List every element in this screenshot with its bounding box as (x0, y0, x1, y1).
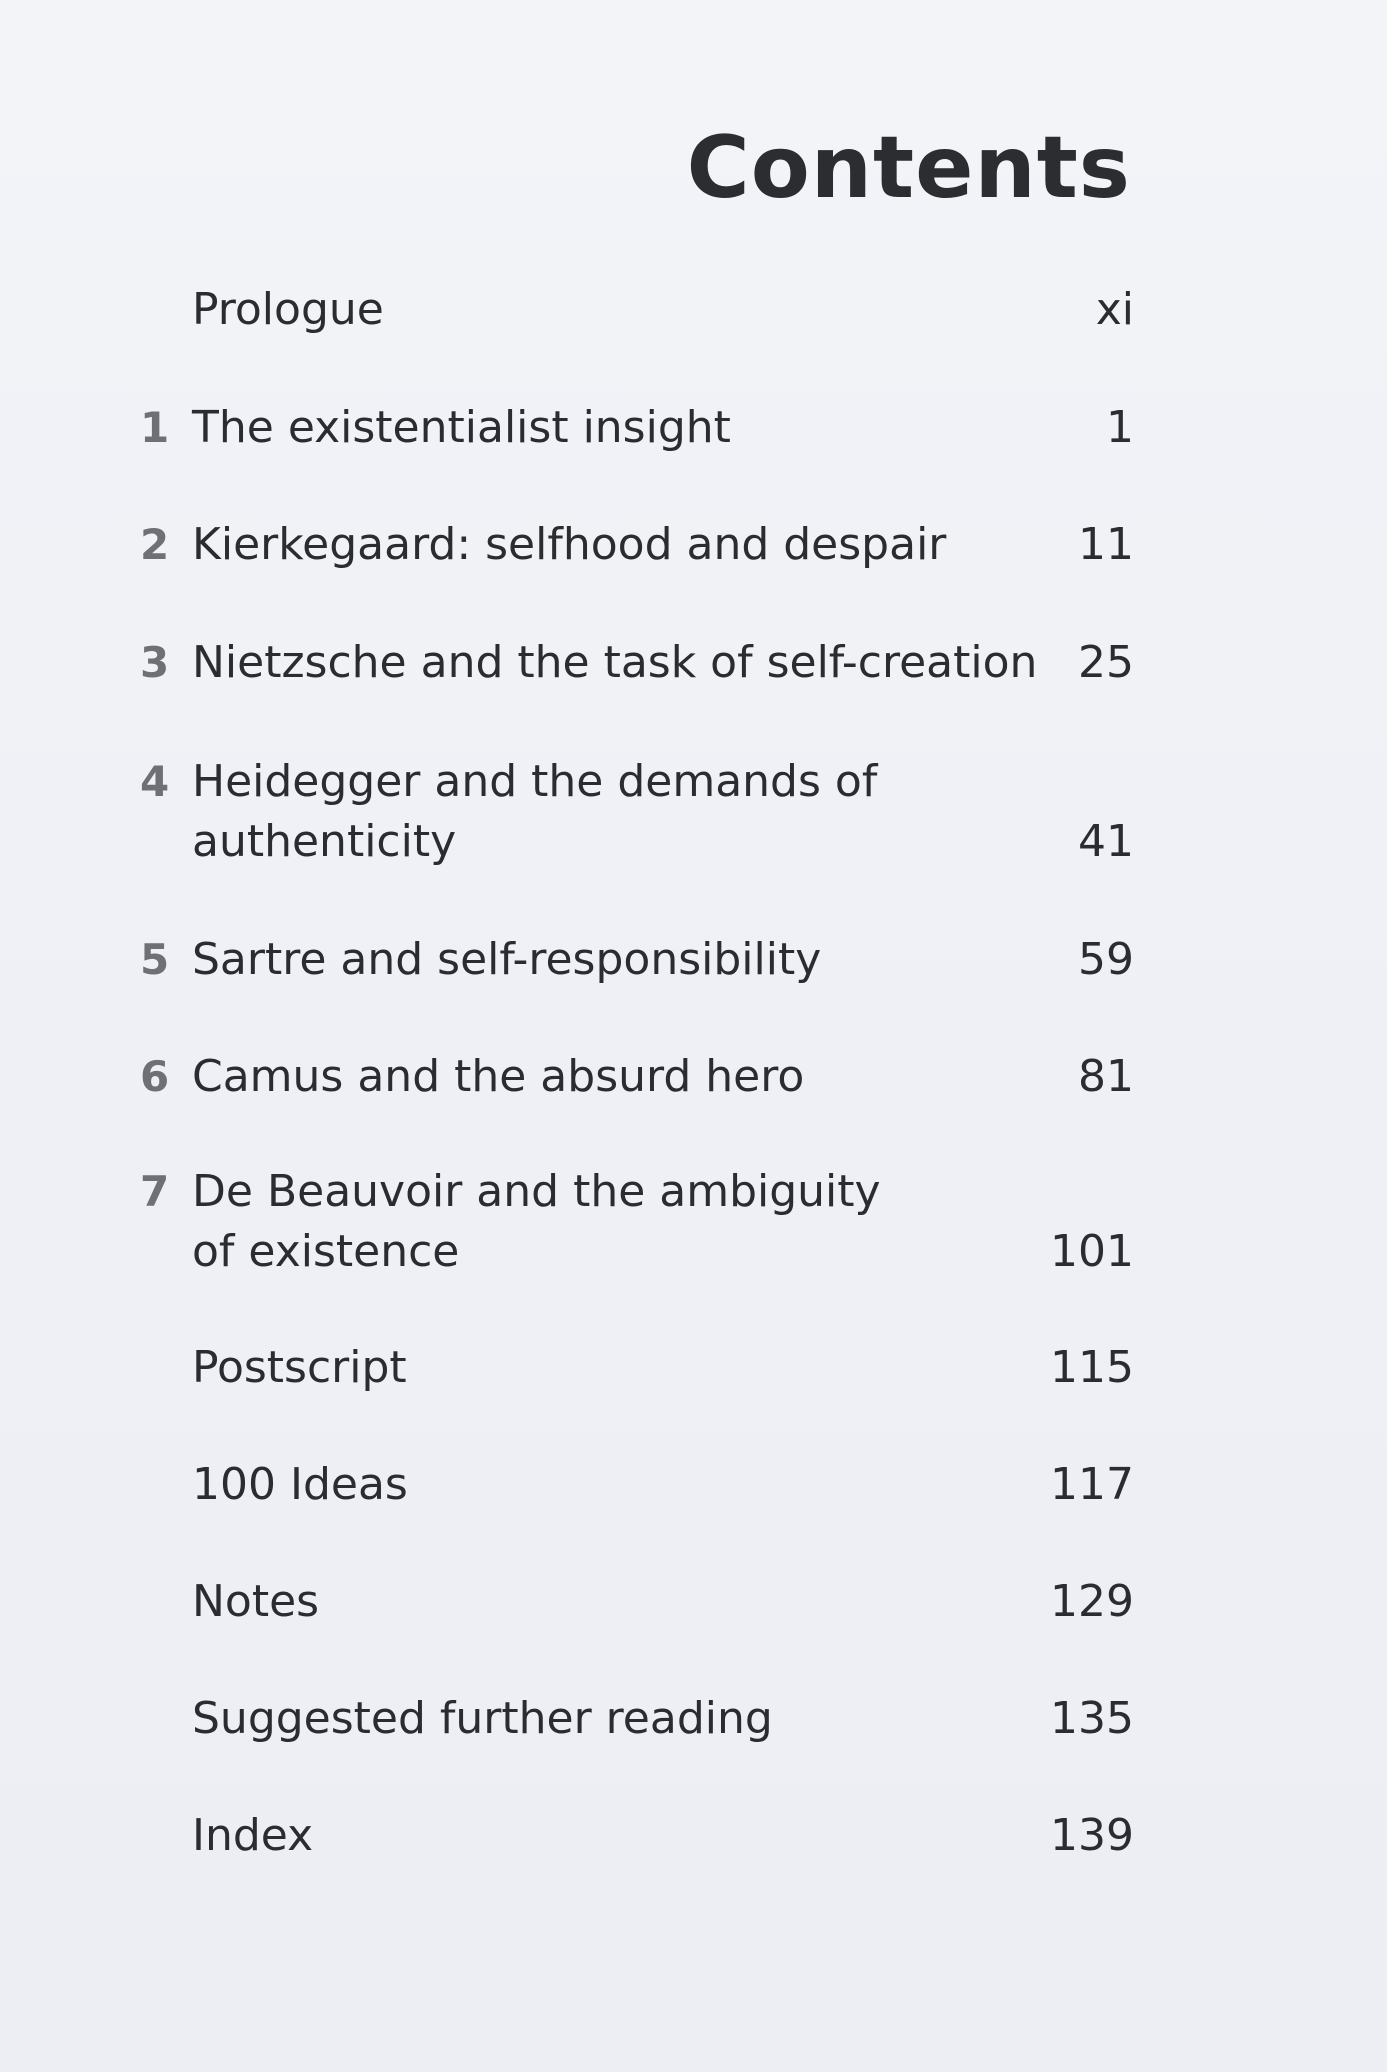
toc-entry-notes (140, 1572, 1134, 1632)
entry-title: Index (192, 1810, 314, 1861)
page-number: 1 (1106, 402, 1134, 453)
page-number: 11 (1078, 519, 1134, 570)
chapter-number: 3 (140, 638, 170, 687)
page-number: 41 (1078, 816, 1134, 867)
chapter-number: 5 (140, 935, 170, 984)
entry-title: De Beauvoir and the ambiguity of existence (192, 1166, 881, 1277)
toc-entry-chapter-4 (140, 752, 1134, 872)
page-number: 101 (1050, 1226, 1134, 1277)
entry-title: Postscript (192, 1342, 407, 1393)
toc-entry-further-reading (140, 1689, 1134, 1749)
toc-entry-index (140, 1806, 1134, 1866)
toc-entry-100-ideas (140, 1455, 1134, 1515)
page-title: Contents (686, 118, 1131, 218)
page-number: 129 (1050, 1576, 1134, 1627)
entry-title: Heidegger and the demands of authenticity (192, 756, 878, 867)
page-number: 59 (1078, 934, 1134, 985)
toc-entry-chapter-6 (140, 1047, 1134, 1107)
entry-title: 100 Ideas (192, 1459, 408, 1510)
toc-entry-postscript (140, 1338, 1134, 1398)
chapter-number: 2 (140, 520, 170, 569)
toc-entry-chapter-1 (140, 398, 1134, 458)
chapter-number: 7 (140, 1167, 170, 1216)
entry-title: Sartre and self-responsibility (192, 934, 822, 985)
page-number: 25 (1078, 637, 1134, 688)
toc-entry-chapter-5 (140, 930, 1134, 990)
entry-title: Nietzsche and the task of self-creation (192, 637, 1038, 688)
page-number: xi (1095, 284, 1134, 335)
page-number: 115 (1050, 1342, 1134, 1393)
toc-entry-chapter-2 (140, 515, 1134, 575)
toc-entry-prologue (140, 280, 1134, 340)
toc-entry-chapter-3 (140, 633, 1134, 693)
entry-title: Camus and the absurd hero (192, 1051, 805, 1102)
page-number: 135 (1050, 1693, 1134, 1744)
chapter-number: 6 (140, 1052, 170, 1101)
page-number: 81 (1078, 1051, 1134, 1102)
entry-title: Prologue (192, 284, 384, 335)
toc-entry-chapter-7 (140, 1162, 1134, 1282)
entry-title: The existentialist insight (192, 402, 731, 453)
entry-title: Suggested further reading (192, 1693, 773, 1744)
entry-title: Notes (192, 1576, 320, 1627)
chapter-number: 1 (140, 403, 170, 452)
page-number: 117 (1050, 1459, 1134, 1510)
entry-title: Kierkegaard: selfhood and despair (192, 519, 947, 570)
chapter-number: 4 (140, 757, 170, 806)
page-number: 139 (1050, 1810, 1134, 1861)
